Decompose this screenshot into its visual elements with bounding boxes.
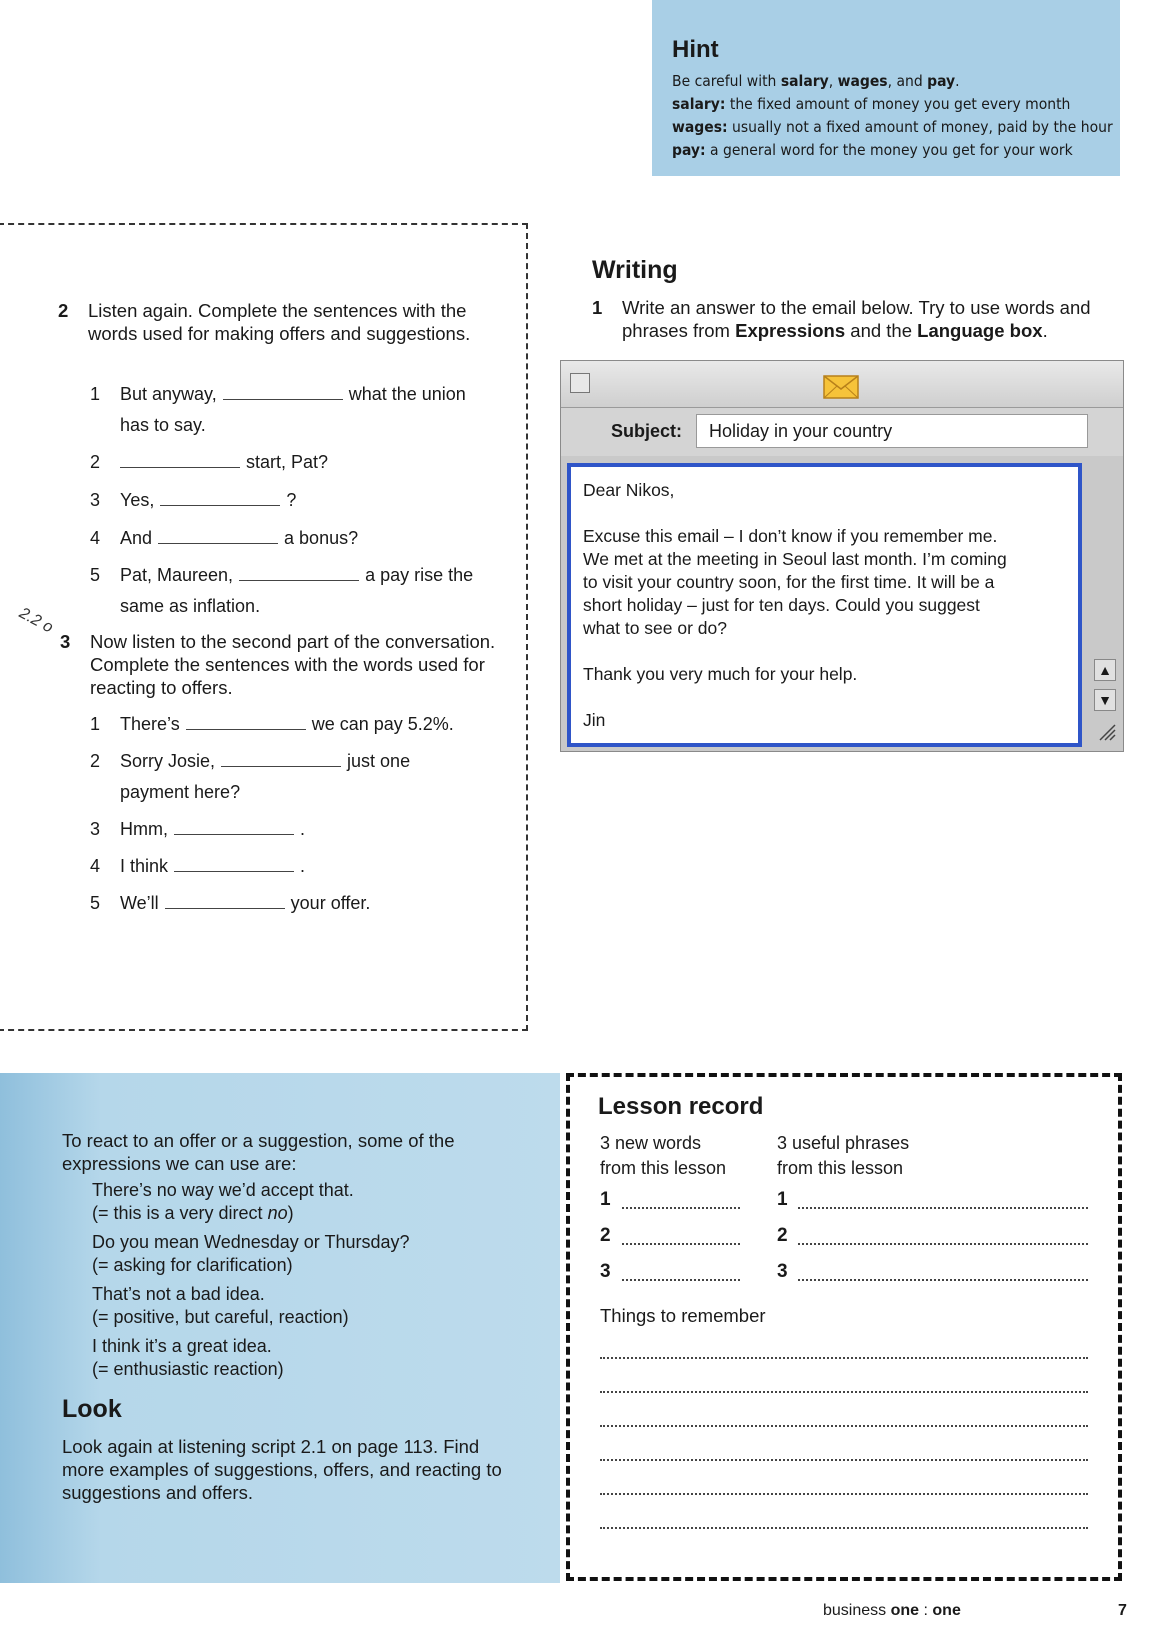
- answer-blank[interactable]: [165, 894, 285, 909]
- note-emphasis: no: [267, 1203, 288, 1223]
- scroll-down-icon[interactable]: ▼: [1094, 689, 1116, 711]
- exercise-number: 3: [60, 631, 71, 652]
- heading-line: 3 new words: [600, 1133, 702, 1153]
- footer-text: :: [919, 1602, 933, 1619]
- expression-note: (= enthusiastic reaction): [92, 1359, 284, 1379]
- new-word-line[interactable]: [622, 1279, 740, 1281]
- useful-phrase-line[interactable]: [798, 1279, 1088, 1281]
- instruction-text: Listen again. Complete the sentences with the words used for making offers and suggestions.: [88, 300, 471, 344]
- hint-def: usually not a fixed amount of money, paid by the hour: [727, 118, 1113, 136]
- remember-line[interactable]: [600, 1391, 1088, 1393]
- footer-text: business: [823, 1602, 891, 1619]
- email-thanks: Thank you very much for your help.: [583, 664, 858, 684]
- expression-example: [92, 1179, 354, 1225]
- exercise-3-instruction: [60, 630, 500, 699]
- instruction-bold: Expressions: [735, 320, 846, 341]
- hint-term: wages:: [672, 118, 728, 136]
- item-text: .: [300, 819, 306, 839]
- instruction-text: .: [1042, 320, 1048, 341]
- row-number: 1: [777, 1189, 788, 1210]
- hint-salary-def: [672, 95, 1070, 113]
- item-text: we can pay 5.2%.: [311, 714, 454, 734]
- item-number: 2: [90, 452, 101, 472]
- expression-example: [92, 1231, 410, 1277]
- item-text: There’s: [120, 714, 180, 734]
- email-line: what to see or do?: [583, 618, 727, 638]
- footer-bold: one: [890, 1602, 920, 1619]
- footer-bold: one: [932, 1602, 961, 1619]
- item-number: 5: [90, 565, 101, 585]
- expression-note: (= asking for clarification): [92, 1255, 293, 1275]
- email-line: We met at the meeting in Seoul last month. I’m coming: [583, 549, 1007, 569]
- instruction-bold: Language box: [917, 320, 1043, 341]
- item-text: start, Pat?: [246, 452, 329, 472]
- item-number: 2: [90, 751, 101, 771]
- item-text: your offer.: [290, 893, 371, 913]
- note-text: ): [287, 1203, 294, 1223]
- item-text: .: [300, 856, 306, 876]
- item-number: 4: [90, 528, 101, 548]
- item-number: 3: [90, 490, 101, 510]
- expression-example: [92, 1283, 349, 1329]
- item-text: We’ll: [120, 893, 159, 913]
- item-text: And: [120, 528, 153, 548]
- item-text: Sorry Josie,: [120, 751, 216, 771]
- item-text: same as inflation.: [120, 596, 261, 616]
- heading-line: from this lesson: [777, 1158, 904, 1178]
- item-text: But anyway,: [120, 384, 217, 404]
- item-number: 5: [90, 893, 101, 913]
- row-number: 2: [600, 1225, 611, 1246]
- writing-instruction: [592, 296, 1122, 342]
- expression-phrase: Do you mean Wednesday or Thursday?: [92, 1232, 410, 1252]
- reacting-expressions-panel: [0, 1073, 560, 1583]
- email-scrollbar[interactable]: [1088, 463, 1120, 747]
- scroll-up-icon[interactable]: ▲: [1094, 659, 1116, 681]
- writing-heading: Writing: [592, 256, 678, 284]
- hint-intro-text: Be careful with: [672, 72, 781, 90]
- hint-sep: ,: [828, 72, 838, 90]
- subject-value: Holiday in your country: [709, 421, 893, 441]
- instruction-text: Write an answer to the email below. Try to use words and phrases from: [622, 297, 1091, 341]
- expression-note: (= positive, but careful, reaction): [92, 1307, 349, 1327]
- hint-title: Hint: [672, 36, 719, 63]
- item-text: Yes,: [120, 490, 155, 510]
- instruction-text: and the: [845, 320, 918, 341]
- item-text: just one: [347, 751, 411, 771]
- email-line: short holiday – just for ten days. Could you suggest: [583, 595, 980, 615]
- heading-line: from this lesson: [600, 1158, 727, 1178]
- item-number: 3: [90, 819, 101, 839]
- item-text: Hmm,: [120, 819, 168, 839]
- answer-blank[interactable]: [223, 385, 343, 400]
- note-text: (= this is a very direct: [92, 1203, 268, 1223]
- item-number: 4: [90, 856, 101, 876]
- item-text: I think: [120, 856, 169, 876]
- things-to-remember-label: Things to remember: [600, 1305, 766, 1326]
- hint-word-wages: wages: [837, 72, 888, 90]
- answer-blank[interactable]: [186, 715, 306, 730]
- item-text: a pay rise the: [365, 565, 474, 585]
- answer-blank[interactable]: [158, 529, 278, 544]
- answer-blank[interactable]: [174, 857, 294, 872]
- item-number: 1: [90, 714, 101, 734]
- email-body[interactable]: [567, 463, 1082, 747]
- new-words-heading: [600, 1131, 726, 1181]
- item-text: has to say.: [120, 415, 206, 435]
- lesson-record-title: Lesson record: [598, 1093, 764, 1120]
- remember-line[interactable]: [600, 1459, 1088, 1461]
- resize-grip-icon[interactable]: [1096, 721, 1116, 741]
- hint-box: [652, 0, 1120, 176]
- useful-phrase-line[interactable]: [798, 1243, 1088, 1245]
- expression-note: [92, 1202, 354, 1225]
- subject-label: Subject:: [611, 421, 683, 441]
- envelope-icon: [823, 375, 859, 399]
- item-text: ?: [286, 490, 297, 510]
- instruction-text: Now listen to the second part of the conversation. Complete the sentences with the words used for reacting to offers.: [90, 631, 496, 698]
- email-line: to visit your country soon, for the first time. It will be a: [583, 572, 995, 592]
- heading-line: 3 useful phrases: [777, 1133, 910, 1153]
- useful-phrases-heading: [777, 1131, 909, 1181]
- email-signature: Jin: [583, 710, 606, 730]
- expression-phrase: I think it’s a great idea.: [92, 1336, 272, 1356]
- track-number: 2.2: [16, 604, 44, 631]
- expression-example: [92, 1335, 284, 1381]
- hint-wages-def: [672, 118, 1113, 136]
- item-text: Pat, Maureen,: [120, 565, 234, 585]
- email-window: [560, 360, 1124, 752]
- subject-field[interactable]: [696, 414, 1088, 448]
- row-number: 3: [777, 1261, 788, 1282]
- page-number: 7: [1118, 1602, 1127, 1619]
- hint-word-pay: pay: [927, 72, 956, 90]
- row-number: 3: [600, 1261, 611, 1282]
- hint-term: salary:: [672, 95, 726, 113]
- expression-phrase: There’s no way we’d accept that.: [92, 1180, 354, 1200]
- hint-def: a general word for the money you get for your work: [705, 141, 1073, 159]
- panel-intro: To react to an offer or a suggestion, some of the expressions we can use are:: [62, 1130, 455, 1174]
- look-text: Look again at listening script 2.1 on page 113. Find more examples of suggestions, offers, and reacting to suggestions and offers.: [62, 1436, 502, 1503]
- hint-sep: , and: [887, 72, 928, 90]
- item-text: what the union: [348, 384, 466, 404]
- exercise-2-instruction: [58, 299, 488, 345]
- item-text: payment here?: [120, 782, 241, 802]
- answer-blank[interactable]: [239, 566, 359, 581]
- useful-phrase-line[interactable]: [798, 1207, 1088, 1209]
- hint-sep: .: [955, 72, 960, 90]
- expression-phrase: That’s not a bad idea.: [92, 1284, 265, 1304]
- hint-def: the fixed amount of money you get every month: [725, 95, 1071, 113]
- close-box-icon[interactable]: [570, 373, 590, 393]
- row-number: 2: [777, 1225, 788, 1246]
- row-number: 1: [600, 1189, 611, 1210]
- lesson-record-box: [566, 1073, 1122, 1581]
- answer-blank[interactable]: [120, 453, 240, 468]
- answer-blank[interactable]: [174, 820, 294, 835]
- audio-circle-icon: o: [39, 617, 56, 637]
- item-text: a bonus?: [284, 528, 359, 548]
- exercise-number: 1: [592, 297, 603, 318]
- email-greeting: Dear Nikos,: [583, 480, 675, 500]
- exercise-number: 2: [58, 300, 69, 321]
- item-number: 1: [90, 384, 101, 404]
- remember-line[interactable]: [600, 1425, 1088, 1427]
- hint-term: pay:: [672, 141, 706, 159]
- answer-blank[interactable]: [221, 752, 341, 767]
- email-line: Excuse this email – I don’t know if you remember me.: [583, 526, 998, 546]
- hint-word-salary: salary: [780, 72, 829, 90]
- remember-line[interactable]: [600, 1527, 1088, 1529]
- answer-blank[interactable]: [160, 491, 280, 506]
- hint-intro: [672, 72, 960, 90]
- book-title-footer: [823, 1602, 961, 1620]
- look-heading: Look: [62, 1395, 122, 1423]
- hint-pay-def: [672, 141, 1073, 159]
- email-titlebar: [561, 361, 1123, 408]
- new-word-line[interactable]: [622, 1243, 740, 1245]
- remember-line[interactable]: [600, 1357, 1088, 1359]
- new-word-line[interactable]: [622, 1207, 740, 1209]
- remember-line[interactable]: [600, 1493, 1088, 1495]
